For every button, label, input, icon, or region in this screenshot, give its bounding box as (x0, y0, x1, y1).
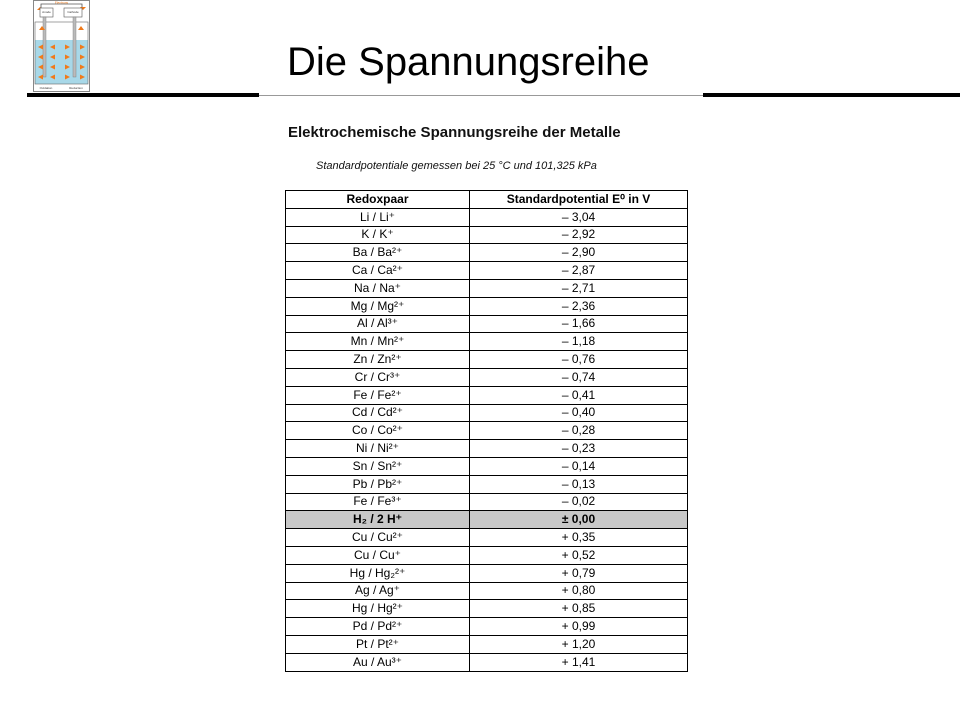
redox-pair-cell: Fe / Fe²⁺ (286, 386, 470, 404)
table-row (286, 422, 688, 440)
redox-pair-cell: Cu / Cu⁺ (286, 546, 470, 564)
table-row (286, 244, 688, 262)
column-header-standard-potential: Standardpotential E⁰ in V (470, 191, 688, 209)
standard-potential-cell: + 0,85 (470, 600, 688, 618)
redox-pair-cell: Zn / Zn²⁺ (286, 351, 470, 369)
redox-pair-cell: Al / Al³⁺ (286, 315, 470, 333)
standard-potential-cell: – 0,23 (470, 440, 688, 458)
table-row (286, 315, 688, 333)
electrochemical-series-table (285, 190, 688, 672)
column-header-redox-pair: Redoxpaar (286, 191, 470, 209)
table-row (286, 600, 688, 618)
title-rule-left (27, 93, 259, 97)
document-subtitle: Standardpotentiale gemessen bei 25 °C und 101,325 kPa (316, 160, 597, 172)
redox-pair-cell: H₂ / 2 H⁺ (286, 511, 470, 529)
redox-pair-cell: Hg / Hg₂²⁺ (286, 564, 470, 582)
title-rule-right (703, 93, 960, 97)
redox-pair-cell: Na / Na⁺ (286, 279, 470, 297)
table-row (286, 493, 688, 511)
redox-pair-cell: Pt / Pt²⁺ (286, 635, 470, 653)
table-row (286, 262, 688, 280)
logo-anode-label: Anode (42, 10, 51, 14)
standard-potential-cell: + 0,35 (470, 529, 688, 547)
table-row (286, 351, 688, 369)
standard-potential-cell: – 0,13 (470, 475, 688, 493)
table-row (286, 457, 688, 475)
redox-pair-cell: Co / Co²⁺ (286, 422, 470, 440)
standard-potential-cell: – 1,66 (470, 315, 688, 333)
table-row (286, 368, 688, 386)
table-row (286, 635, 688, 653)
table-row (286, 529, 688, 547)
logo-cathode-label: Cathode (67, 10, 79, 14)
standard-potential-cell: – 0,02 (470, 493, 688, 511)
standard-potential-cell: – 0,41 (470, 386, 688, 404)
redox-pair-cell: Pd / Pd²⁺ (286, 618, 470, 636)
table-row (286, 564, 688, 582)
redox-pair-cell: Ni / Ni²⁺ (286, 440, 470, 458)
logo-reduction-label: Reduction (69, 86, 83, 90)
table-row (286, 404, 688, 422)
standard-potential-cell: – 2,92 (470, 226, 688, 244)
table-row (286, 475, 688, 493)
logo-electrons-label: Electrons (54, 1, 69, 5)
redox-pair-cell: Au / Au³⁺ (286, 653, 470, 671)
table-row (286, 297, 688, 315)
table-row (286, 386, 688, 404)
table-row (286, 618, 688, 636)
table-row (286, 226, 688, 244)
document-title: Elektrochemische Spannungsreihe der Metalle (288, 124, 621, 141)
table-row (286, 511, 688, 529)
standard-potential-cell: + 0,79 (470, 564, 688, 582)
standard-potential-cell: – 2,36 (470, 297, 688, 315)
standard-potential-cell: + 1,41 (470, 653, 688, 671)
redox-pair-cell: Fe / Fe³⁺ (286, 493, 470, 511)
logo-oxidation-label: Oxidation (39, 86, 53, 90)
standard-potential-cell: – 0,14 (470, 457, 688, 475)
redox-pair-cell: K / K⁺ (286, 226, 470, 244)
standard-potential-cell: – 1,18 (470, 333, 688, 351)
standard-potential-cell: + 0,52 (470, 546, 688, 564)
redox-pair-cell: Ag / Ag⁺ (286, 582, 470, 600)
table-row (286, 208, 688, 226)
redox-pair-cell: Cd / Cd²⁺ (286, 404, 470, 422)
standard-potential-cell: – 0,40 (470, 404, 688, 422)
redox-pair-cell: Ca / Ca²⁺ (286, 262, 470, 280)
redox-pair-cell: Li / Li⁺ (286, 208, 470, 226)
table-body (286, 208, 688, 671)
electrochemical-cell-logo (33, 0, 90, 92)
table-row (286, 582, 688, 600)
slide-title: Die Spannungsreihe (287, 40, 650, 84)
table-header-row (286, 191, 688, 209)
standard-potential-cell: – 2,90 (470, 244, 688, 262)
redox-pair-cell: Sn / Sn²⁺ (286, 457, 470, 475)
standard-potential-cell: – 0,28 (470, 422, 688, 440)
standard-potential-cell: ± 0,00 (470, 511, 688, 529)
redox-pair-cell: Mn / Mn²⁺ (286, 333, 470, 351)
redox-pair-cell: Hg / Hg²⁺ (286, 600, 470, 618)
title-rule-center (259, 95, 703, 96)
redox-pair-cell: Mg / Mg²⁺ (286, 297, 470, 315)
standard-potential-cell: – 3,04 (470, 208, 688, 226)
table-row (286, 279, 688, 297)
table-row (286, 546, 688, 564)
table-row (286, 653, 688, 671)
redox-pair-cell: Ba / Ba²⁺ (286, 244, 470, 262)
standard-potential-cell: + 0,99 (470, 618, 688, 636)
standard-potential-cell: + 0,80 (470, 582, 688, 600)
redox-pair-cell: Cr / Cr³⁺ (286, 368, 470, 386)
table-row (286, 333, 688, 351)
standard-potential-cell: – 2,87 (470, 262, 688, 280)
redox-pair-cell: Cu / Cu²⁺ (286, 529, 470, 547)
standard-potential-cell: – 0,76 (470, 351, 688, 369)
standard-potential-cell: – 2,71 (470, 279, 688, 297)
standard-potential-cell: + 1,20 (470, 635, 688, 653)
redox-pair-cell: Pb / Pb²⁺ (286, 475, 470, 493)
table-row (286, 440, 688, 458)
standard-potential-cell: – 0,74 (470, 368, 688, 386)
